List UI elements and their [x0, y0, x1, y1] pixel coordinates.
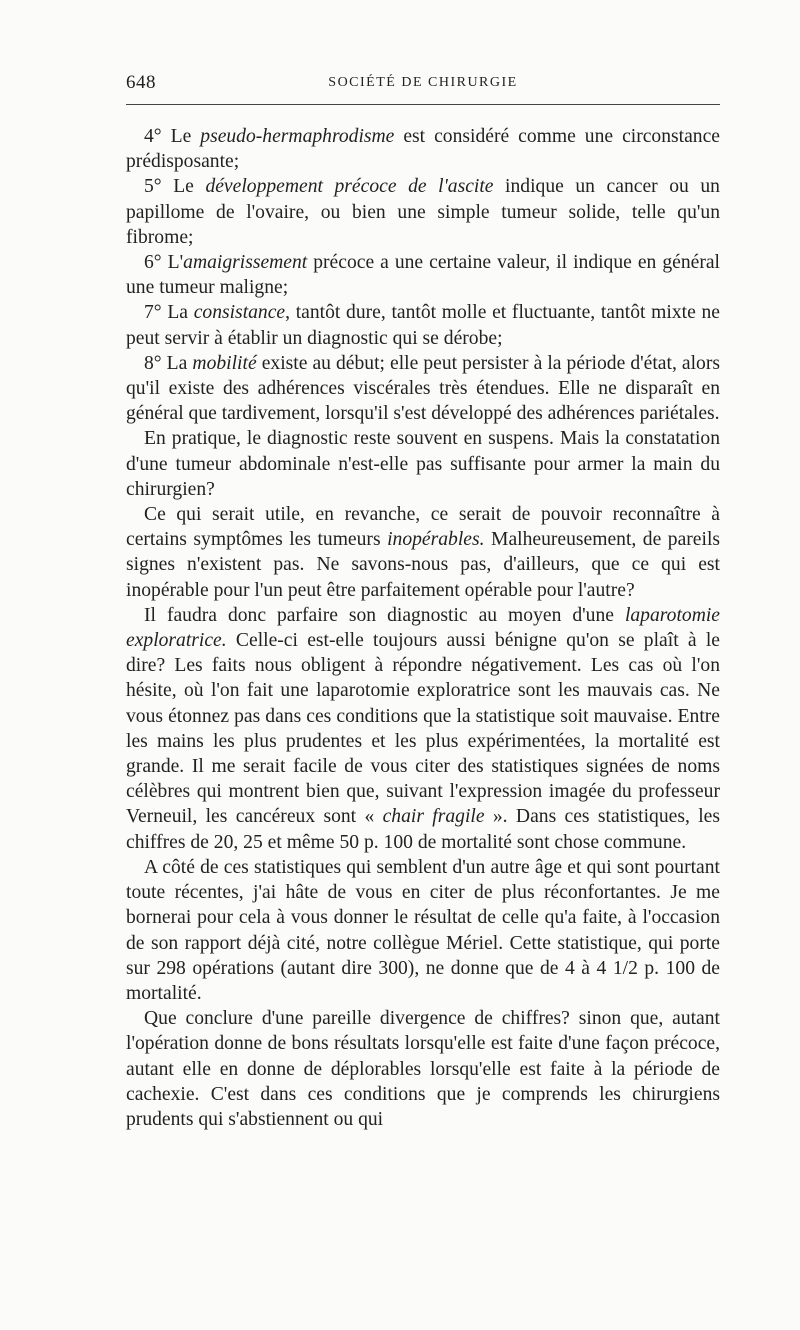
paragraph: [126, 351, 720, 427]
italic-text: pseudo-hermaphrodisme: [200, 126, 395, 147]
body-text: [126, 124, 720, 1132]
italic-text: amaigrissement: [183, 252, 308, 274]
paragraph: [126, 1006, 720, 1132]
page-number: 648: [126, 72, 156, 93]
text-run: 7° La: [144, 302, 194, 324]
text-run: Ce qui serait utile, en revanche, ce serait de pouvoir reconnaître à certains symptômes les tumeurs: [126, 504, 720, 551]
text-run: existe au début; elle peut persister à la période d'état, alors qu'il existe des adhérences viscérales très étendues. Elle ne disparaît en général que tardivement, lorsqu'il s'est développé des adhérences pariétales.: [126, 352, 720, 425]
text-run: 8° La: [144, 352, 193, 374]
text-run: Que conclure d'une pareille divergence de chiffres? sinon que, autant l'opération donne de bons résultats lorsqu'elle est faite d'une façon précoce, autant elle en donne de déplorables lorsqu'elle est faite à la période de cachexie. C'est dans ces conditions que je comprends les chirurgiens prudents qui s'abstiennent ou qui: [126, 1008, 720, 1130]
text-run: , tantôt dure, tantôt molle et fluctuante, tantôt mixte ne peut servir à établir un diagnostic qui se dérobe;: [126, 302, 720, 349]
text-run: indique un cancer ou un papillome de l'ovaire, ou bien une simple tumeur solide, telle qu'un fibrome;: [126, 176, 720, 248]
text-run: Malheureusement, de pareils signes n'existent pas. Ne savons-nous pas, d'ailleurs, que ce qui est inopérable pour l'un peut être parfaitement opérable pour l'autre?: [126, 529, 721, 601]
paragraph: [126, 124, 720, 174]
italic-text: développement précoce de l'ascite: [205, 176, 494, 198]
text-run: A côté de ces statistiques qui semblent d'un autre âge et qui sont pourtant toute récentes, j'ai hâte de vous en citer de plus réconfortantes. Je me bornerai pour cela à vous donner le résultat de celle qu'a faite, à l'occasion de son rapport déjà cité, notre collègue Mériel. Cette statistique, qui porte sur 298 opérations (autant dire 300), ne donne que de 4 à 4 1/2 p. 100 de mortalité.: [126, 856, 720, 1004]
paragraph: [126, 300, 720, 350]
text-run: 5° Le: [144, 176, 206, 198]
italic-text: consistance: [193, 302, 286, 324]
text-run: 6° L': [144, 252, 184, 274]
page-header: [126, 72, 720, 98]
paragraph: [126, 250, 720, 300]
italic-text: chair fragile: [382, 806, 485, 828]
text-run: précoce a une certaine valeur, il indique en général une tumeur maligne;: [126, 252, 720, 299]
text-run: Il faudra donc parfaire son diagnostic au moyen d'une: [144, 604, 625, 626]
text-run: ». Dans ces statistiques, les chiffres de 20, 25 et même 50 p. 100 de mortalité sont chose commune.: [126, 806, 720, 853]
paragraph: [126, 174, 720, 250]
text-run: En pratique, le diagnostic reste souvent en suspens. Mais la constatation d'une tumeur abdominale n'est-elle pas suffisante pour armer la main du chirurgien?: [126, 428, 720, 500]
text-run: 4° Le: [144, 126, 201, 147]
italic-text: inopérables.: [387, 529, 485, 551]
text-run: est considéré comme une circonstance prédisposante;: [126, 126, 720, 173]
paragraph: [126, 502, 720, 603]
running-title: SOCIÉTÉ DE CHIRURGIE: [328, 75, 518, 90]
paragraph: [126, 855, 720, 1006]
italic-text: laparotomie exploratrice.: [126, 604, 720, 652]
text-run: Celle-ci est-elle toujours aussi bénigne qu'on se plaît à le dire? Les faits nous obligent à répondre négativement. Les cas où l'on hésite, où l'on fait une laparotomie exploratrice sont les mauvais cas. Ne vous étonnez pas dans ces conditions que la statistique soit mauvaise. Entre les mains les plus prudentes et les plus expérimentées, la mortalité est grande. Il me serait facile de vous citer des statistiques signées de noms célèbres qui montrent bien que, suivant l'expression imagée du professeur Verneuil, les cancéreux sont «: [126, 630, 720, 828]
header-rule: [126, 104, 720, 105]
paragraph: [126, 603, 720, 855]
paragraph: [126, 426, 720, 502]
italic-text: mobilité: [192, 352, 257, 374]
